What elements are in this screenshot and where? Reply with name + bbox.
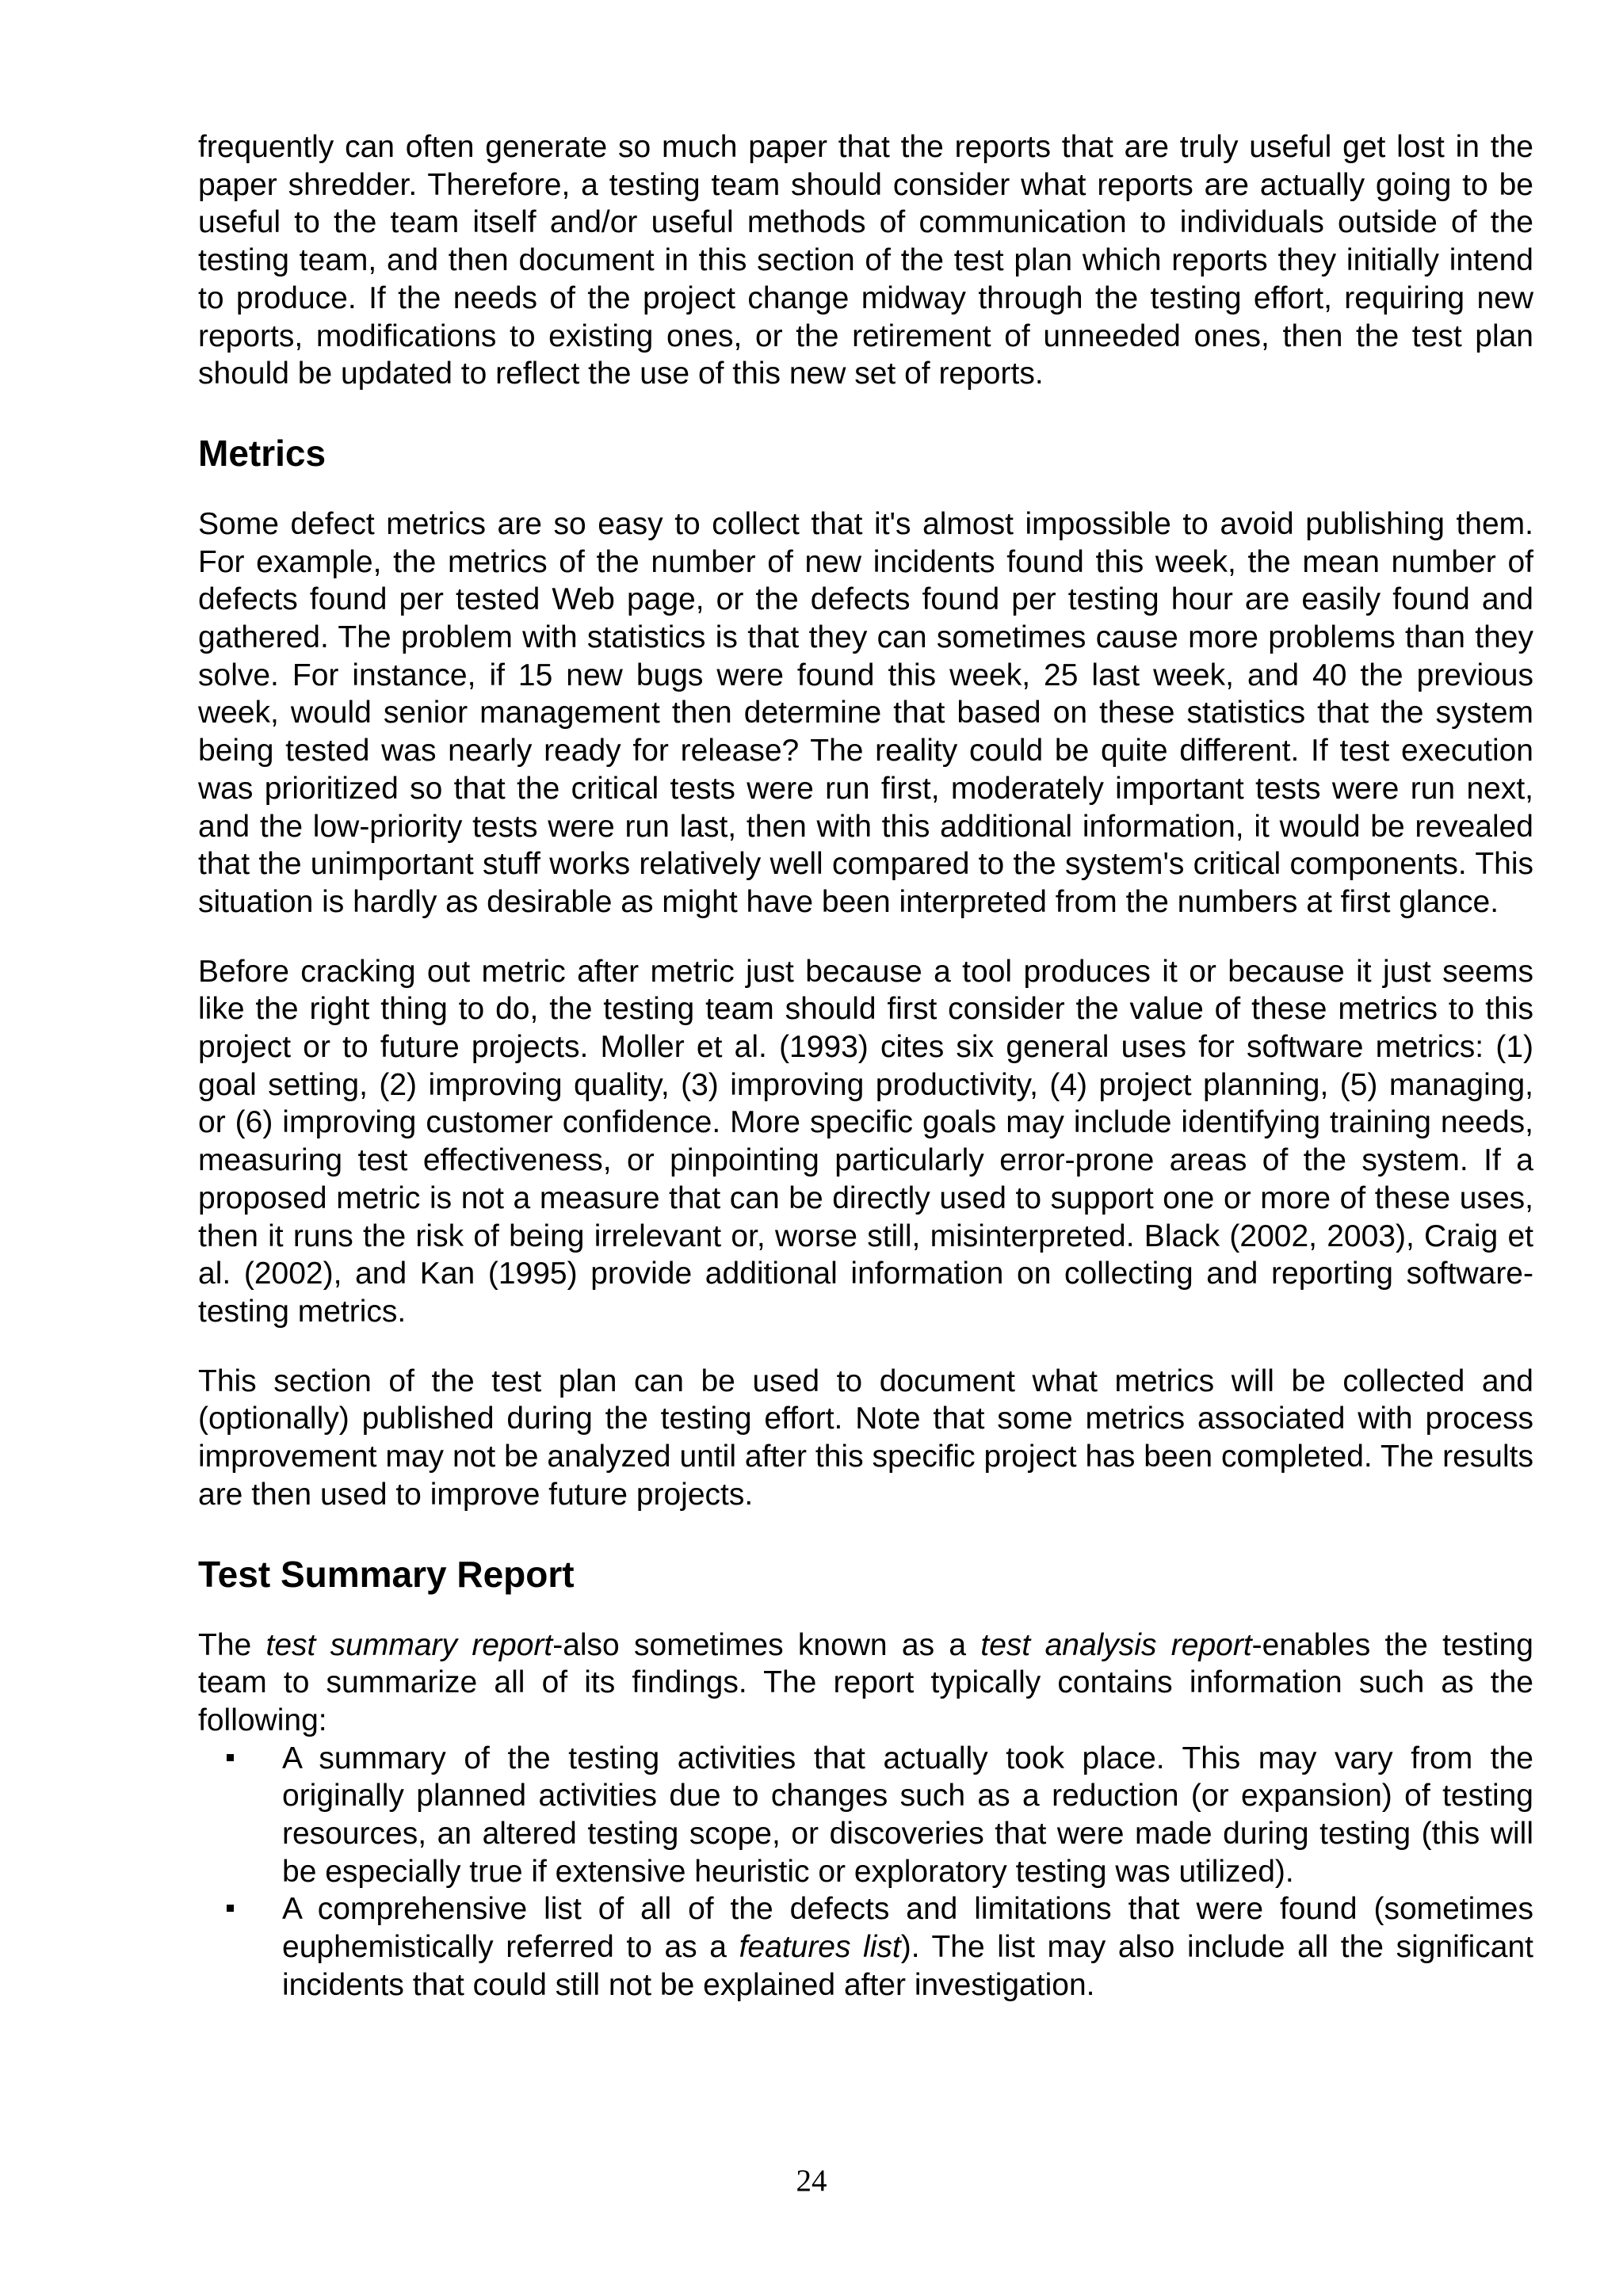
document-body bbox=[198, 128, 1533, 2004]
bullet-2-text-a: A comprehensive list of all of the defects and limitations that were found (sometimes euphemistically referred to as a bbox=[282, 1892, 1533, 1965]
test-summary-report-heading: Test Summary Report bbox=[198, 1553, 575, 1595]
summary-intro-text-1: The bbox=[198, 1627, 266, 1662]
bullet-2-text-b: ). The list may also include all the significant incidents that could still not be explained after investigation. bbox=[282, 1930, 1534, 2002]
metrics-heading: Metrics bbox=[198, 432, 327, 474]
bullet-2-term-features-list: features list bbox=[739, 1930, 901, 1965]
square-bullet-icon bbox=[227, 1905, 234, 1912]
list-item bbox=[198, 1740, 1533, 1891]
summary-term-test-analysis-report: test analysis report bbox=[980, 1627, 1252, 1662]
summary-term-test-summary-report: test summary report bbox=[265, 1627, 553, 1662]
intro-paragraph: frequently can often generate so much paper that the reports that are truly useful get lost in the paper shredder. Therefore, a testing team should consider what reports are actually going to be useful to the team itself and/or useful methods of communication to individuals outside of the testing team, and then document in this section of the test plan which reports they initially intend to produce. If the needs of the project change midway through the testing effort, requiring new reports, modifications to existing ones, or the retirement of unneeded ones, then the test plan should be updated to reflect the use of this new set of reports. bbox=[198, 130, 1533, 391]
list-item bbox=[198, 1890, 1533, 2004]
summary-bullet-list bbox=[198, 1740, 1533, 2004]
square-bullet-icon bbox=[227, 1754, 234, 1761]
summary-intro-text-2: -also sometimes known as a bbox=[552, 1627, 981, 1662]
bullet-1-text: A summary of the testing activities that actually took place. This may vary from the originally planned activities due to changes such as a reduction (or expansion) of testing resources, an altered testing scope, or discoveries that were made during testing (this will be especially true if extensive heuristic or exploratory testing was utilized). bbox=[282, 1741, 1533, 1889]
summary-intro-text-3: -enables the testing team to summarize all of its findings. The report typically contains information such as the following: bbox=[198, 1627, 1533, 1737]
metrics-paragraph-3: This section of the test plan can be used to document what metrics will be collected and (optionally) published during the testing effort. Note that some metrics associated with process improvement may not be analyzed until after this specific project has been completed. The results are then used to improve future projects. bbox=[198, 1363, 1533, 1512]
summary-intro-paragraph bbox=[198, 1627, 1533, 1740]
metrics-paragraph-2: Before cracking out metric after metric just because a tool produces it or because it just seems like the right thing to do, the testing team should first consider the value of these metrics to this project or to future projects. Moller et al. (1993) cites six general uses for software metrics: (1) goal setting, (2) improving quality, (3) improving productivity, (4) project planning, (5) managing, or (6) improving customer confidence. More specific goals may include identifying training needs, measuring test effectiveness, or pinpointing particularly error-prone areas of the system. If a proposed metric is not a measure that can be directly used to support one or more of these uses, then it runs the risk of being irrelevant or, worse still, misinterpreted. Black (2002, 2003), Craig et al. (2002), and Kan (1995) provide additional information on collecting and reporting software-testing metrics. bbox=[198, 954, 1533, 1329]
metrics-paragraph-1: Some defect metrics are so easy to collect that it's almost impossible to avoid publishing them. For example, the metrics of the number of new incidents found this week, the mean number of defects found per tested Web page, or the defects found per testing hour are easily found and gathered. The problem with statistics is that they can sometimes cause more problems than they solve. For instance, if 15 new bugs were found this week, 25 last week, and 40 the previous week, would senior management then determine that based on these statistics that the system being tested was nearly ready for release? The reality could be quite different. If test execution was prioritized so that the critical tests were run first, moderately important tests were run next, and the low-priority tests were run last, then with this additional information, it would be revealed that the unimportant stuff works relatively well compared to the system's critical components. This situation is hardly as desirable as might have been interpreted from the numbers at first glance. bbox=[198, 506, 1533, 919]
page-number: 24 bbox=[796, 2164, 827, 2198]
